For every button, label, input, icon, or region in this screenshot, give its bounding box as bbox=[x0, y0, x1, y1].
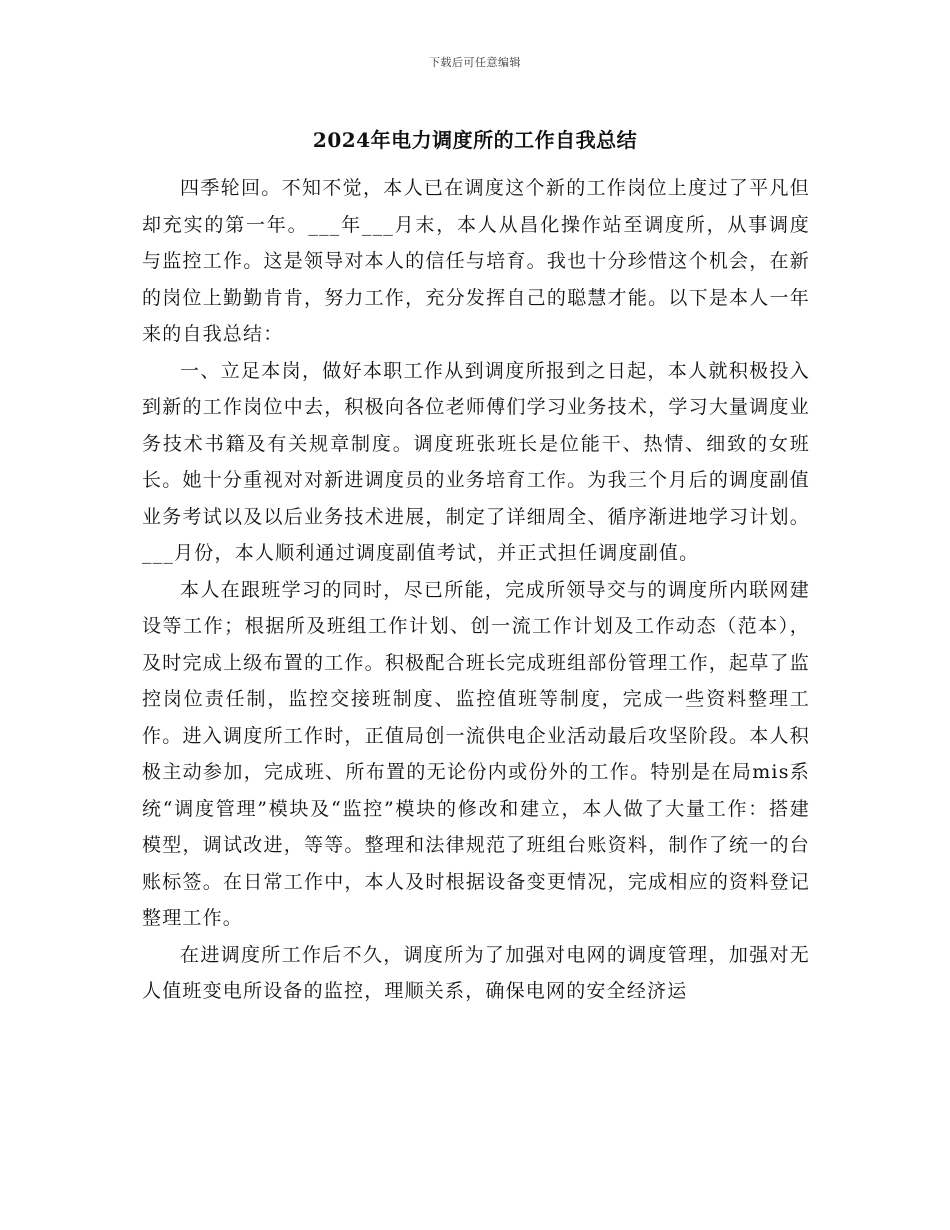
paragraph-monitoring: 在进调度所工作后不久，调度所为了加强对电网的调度管理，加强对无人值班变电所设备的监控，理顺关系，确保电网的安全经济运 bbox=[142, 943, 810, 1002]
paragraph-work-details: 本人在跟班学习的同时，尽已所能，完成所领导交与的调度所内联网建设等工作；根据所及班组工作计划、创一流工作计划及工作动态（范本），及时完成上级布置的工作。积极配合班长完成班组部份管理工作，起草了监控岗位责任制，监控交接班制度、监控值班等制度，完成一些资料整理工作。进入调度所工作时，正值局创一流供电企业活动最后攻坚阶段。本人积极主动参加，完成班、所布置的无论份内或份外的工作。特别是在局mis系统“调度管理”模块及“监控”模块的修改和建立，本人做了大量工作：搭建模型，调试改进，等等。整理和法律规范了班组台账资料，制作了统一的台账标签。在日常工作中，本人及时根据设备变更情况，完成相应的资料登记整理工作。 bbox=[142, 578, 810, 929]
document-title: 2024年电力调度所的工作自我总结 bbox=[312, 128, 638, 152]
document-body bbox=[142, 170, 810, 1010]
page-header-note: 下载后可任意编辑 bbox=[429, 56, 521, 69]
paragraph-section-one: 一、立足本岗，做好本职工作从到调度所报到之日起，本人就积极投入到新的工作岗位中去，积极向各位老师傅们学习业务技术，学习大量调度业务技术书籍及有关规章制度。调度班张班长是位能干、热情、细致的女班长。她十分重视对对新进调度员的业务培育工作。为我三个月后的调度副值业务考试以及以后业务技术进展，制定了详细周全、循序渐进地学习计划。___月份，本人顺利通过调度副值考试，并正式担任调度副值。 bbox=[142, 359, 810, 564]
paragraph-intro: 四季轮回。不知不觉，本人已在调度这个新的工作岗位上度过了平凡但却充实的第一年。___年___月末，本人从昌化操作站至调度所，从事调度与监控工作。这是领导对本人的信任与培育。我也十分珍惜这个机会，在新的岗位上勤勤肯肯，努力工作，充分发挥自己的聪慧才能。以下是本人一年来的自我总结： bbox=[142, 177, 810, 345]
